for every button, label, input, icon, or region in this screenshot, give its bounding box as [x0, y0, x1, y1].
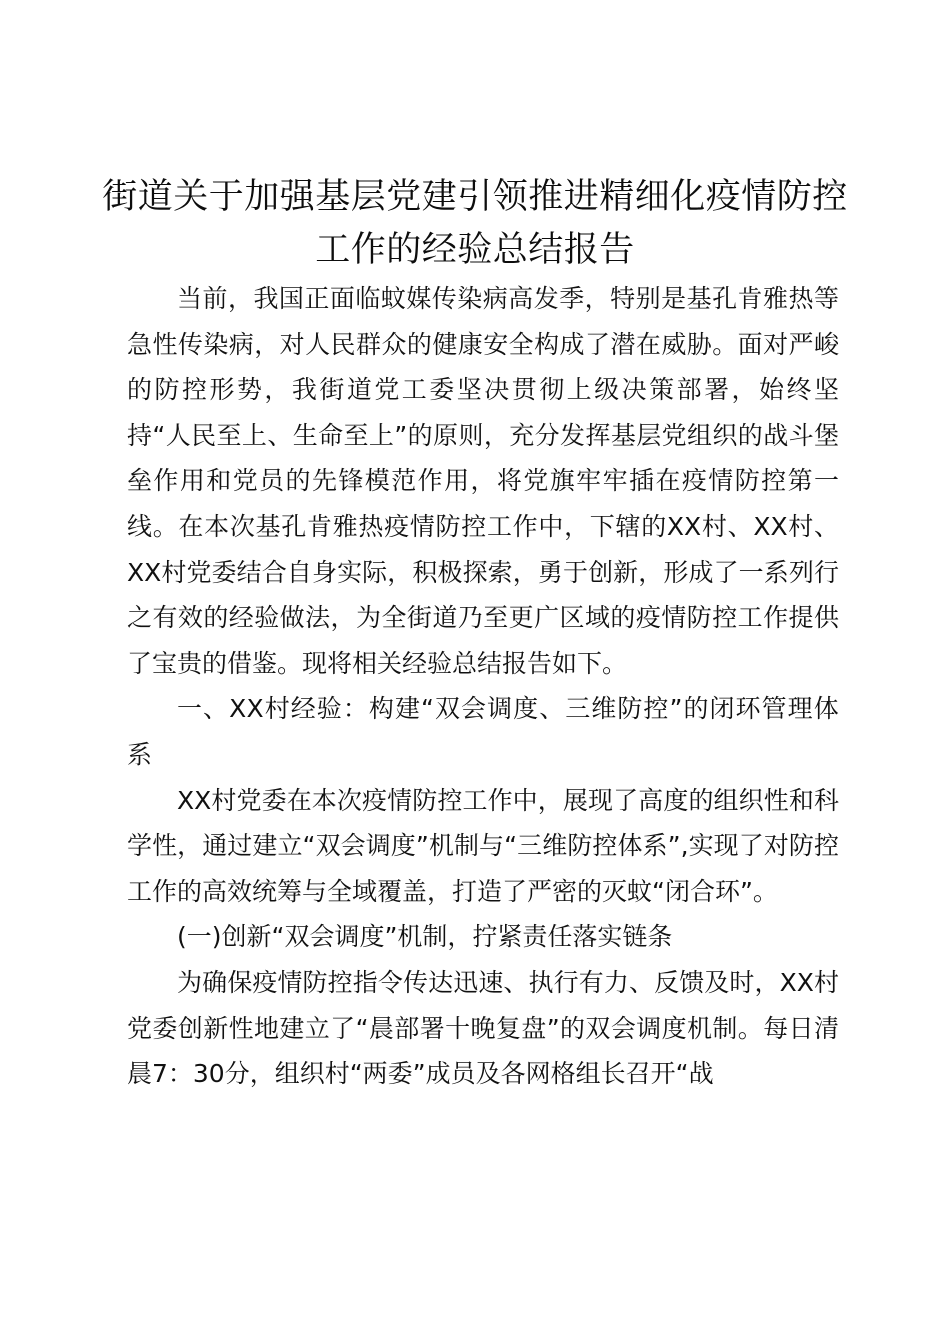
section-heading-1: 一、XX村经验：构建“双会调度、三维防控”的闭环管理体系 — [127, 694, 839, 769]
subsection-heading-1: (一)创新“双会调度”机制，拧紧责任落实链条 — [177, 922, 673, 952]
paragraph-section-1: XX村党委在本次疫情防控工作中，展现了高度的组织性和科学性，通过建立“双会调度”机制与“三维防控体系”,实现了对防控工作的高效统筹与全域覆盖，打造了严密的灭蚊“闭合环”。 — [127, 785, 839, 906]
document-title: 街道关于加强基层党建引领推进精细化疫情防控工作的经验总结报告 — [102, 177, 848, 270]
document-body — [127, 276, 839, 1097]
paragraph-subsection-1: 为确保疫情防控指令传达迅速、执行有力、反馈及时，XX村党委创新性地建立了“晨部署十晚复盘”的双会调度机制。每日清晨7：30分，组织村“两委”成员及各网格组长召开“战 — [127, 967, 839, 1089]
paragraph-intro: 当前，我国正面临蚊媒传染病高发季，特别是基孔肯雅热等急性传染病，对人民群众的健康安全构成了潜在威胁。面对严峻的防控形势，我街道党工委坚决贯彻上级决策部署，始终坚持“人民至上、生命至上”的原则，充分发挥基层党组织的战斗堡垒作用和党员的先锋模范作用，将党旗牢牢插在疫情防控第一线。在本次基孔肯雅热疫情防控工作中，下辖的XX村、XX村、XX村党委结合自身实际，积极探索，勇于创新，形成了一系列行之有效的经验做法，为全街道乃至更广区域的疫情防控工作提供了宝贵的借鉴。现将相关经验总结报告如下。 — [127, 284, 839, 678]
